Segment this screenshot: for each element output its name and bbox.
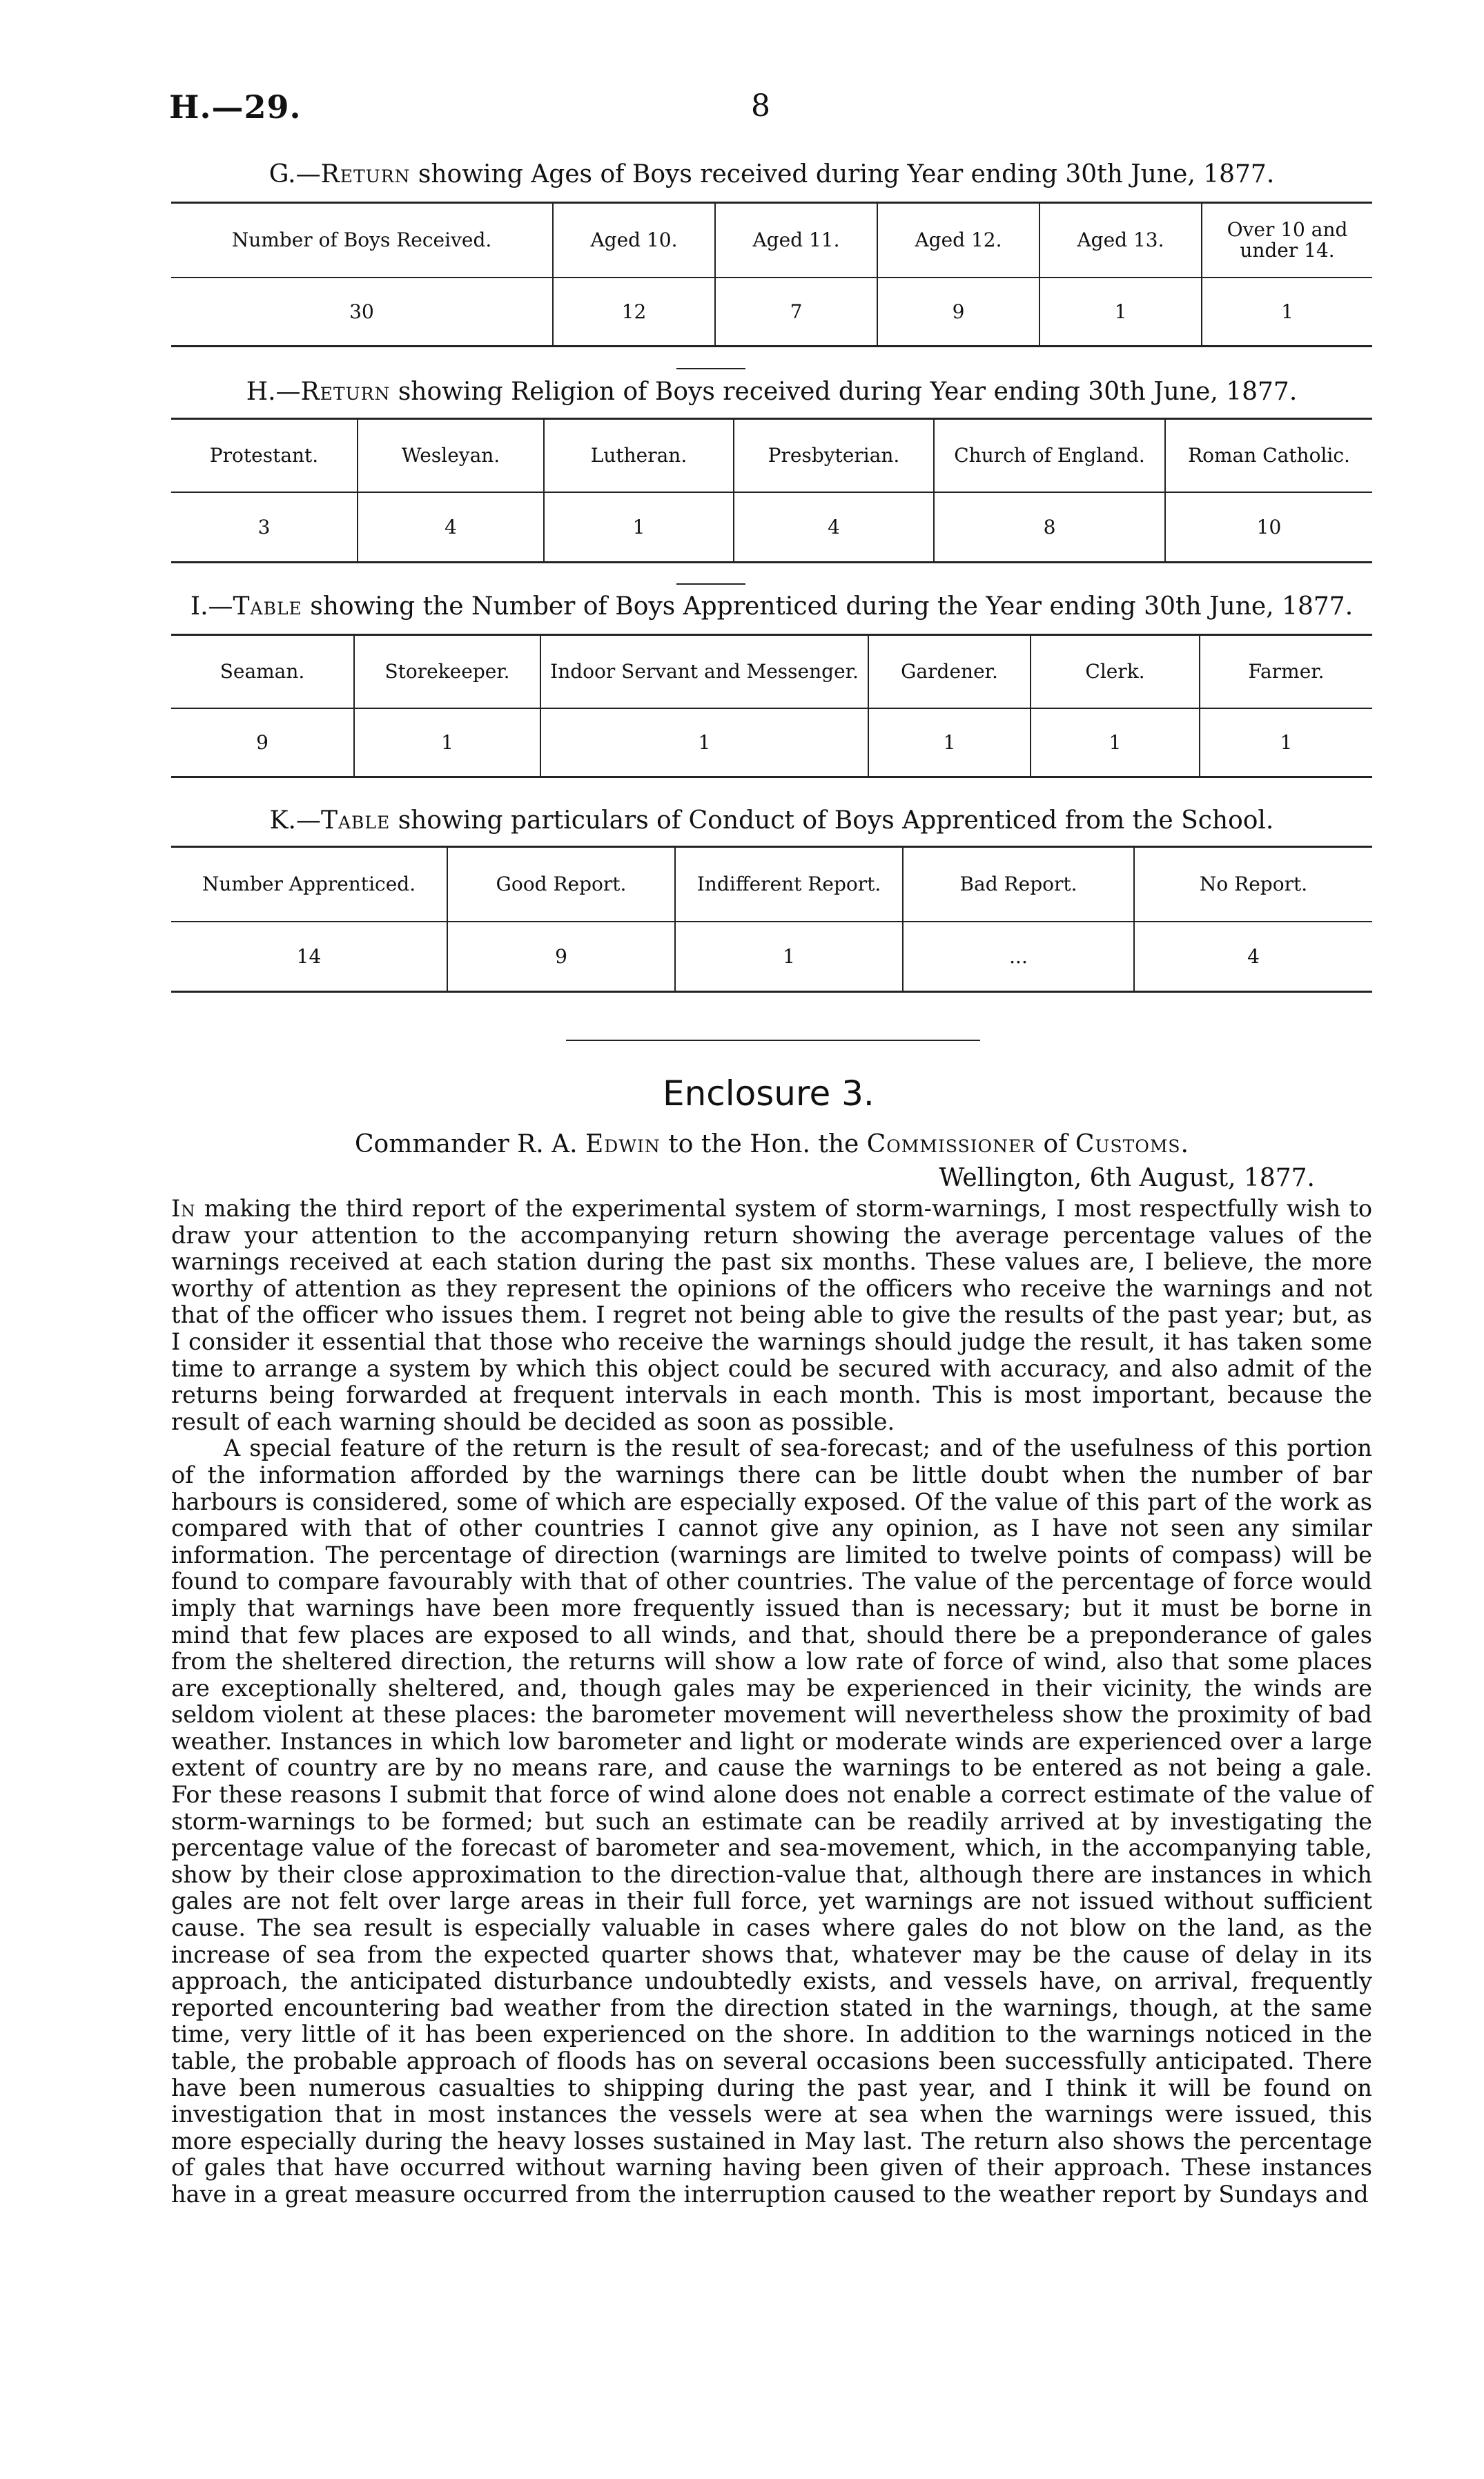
separator-rule xyxy=(676,368,745,369)
table-i-cell: 1 xyxy=(540,708,868,777)
table-g-cell: 1 xyxy=(1039,278,1202,347)
table-h-header: Lutheran. xyxy=(544,419,734,492)
table-i-caption: I.—Table showing the Number of Boys Apprenticed during the Year ending 30th June, 1877. xyxy=(190,592,1354,621)
page-number: 8 xyxy=(751,88,770,124)
table-g-cell: 12 xyxy=(553,278,715,347)
table-g xyxy=(171,202,1372,347)
table-h-cell: 3 xyxy=(171,492,358,563)
table-k-cell: 4 xyxy=(1247,944,1260,968)
table-h-header: Roman Catholic. xyxy=(1165,419,1372,492)
table-k-header: No Report. xyxy=(1134,847,1372,922)
table-g-header: Aged 10. xyxy=(553,203,715,278)
table-g-cell: 9 xyxy=(877,278,1039,347)
table-g-header: Aged 11. xyxy=(715,203,877,278)
table-i-header: Clerk. xyxy=(1031,635,1200,708)
table-k-caption: K.—Table showing particulars of Conduct of Boys Apprenticed from the School. xyxy=(269,806,1274,835)
table-g-header: Number of Boys Received. xyxy=(171,203,553,278)
table-k-cell: 1 xyxy=(675,922,903,992)
table-k-header: Bad Report. xyxy=(903,847,1134,922)
table-i-cell: 1 xyxy=(1280,730,1293,754)
table-i-header: Farmer. xyxy=(1200,635,1372,708)
table-k-cell: 9 xyxy=(447,922,675,992)
table-h xyxy=(171,418,1372,563)
table-i xyxy=(171,634,1372,778)
table-k-header: Number Apprenticed. xyxy=(171,847,447,922)
table-k xyxy=(171,846,1372,993)
table-i-header: Gardener. xyxy=(868,635,1031,708)
table-h-header: Protestant. xyxy=(171,419,358,492)
separator-rule xyxy=(676,583,745,585)
table-h-cell: 10 xyxy=(1256,515,1282,538)
table-h-header: Presbyterian. xyxy=(734,419,934,492)
table-i-cell: 1 xyxy=(868,708,1031,777)
table-i-cell: 1 xyxy=(354,708,540,777)
table-k-header: Good Report. xyxy=(447,847,675,922)
table-k-header: Indifferent Report. xyxy=(675,847,903,922)
table-h-cell: 1 xyxy=(544,492,734,563)
table-k-cell: ... xyxy=(903,922,1134,992)
table-g-cell: 30 xyxy=(171,278,553,347)
enclosure-dateline: Wellington, 6th August, 1877. xyxy=(939,1164,1315,1192)
table-g-header: Aged 12. xyxy=(877,203,1039,278)
table-h-caption: H.—Return showing Religion of Boys received during Year ending 30th June, 1877. xyxy=(246,378,1298,406)
table-h-header: Wesleyan. xyxy=(358,419,544,492)
table-i-header: Storekeeper. xyxy=(354,635,540,708)
table-g-cell: 7 xyxy=(715,278,877,347)
table-g-caption: G.—Return showing Ages of Boys received during Year ending 30th June, 1877. xyxy=(269,160,1275,188)
table-g-header: Over 10 and under 14. xyxy=(1202,203,1372,278)
document-code: H.—29. xyxy=(169,88,302,126)
table-g-header: Aged 13. xyxy=(1039,203,1202,278)
table-g-cell: 1 xyxy=(1281,300,1293,323)
paragraph-2: A special feature of the return is the result of sea-forecast; and of the usefulness of this portion of the information afforded by the warnings there can be little doubt when the number of bar harbours is considered, some of which are especially exposed. Of the value of this part of the work as compared with that of other countries I cannot give any opinion, as I have not seen any similar information. The percentage of direction (warnings are limited to twelve points of compass) will be found to compare favourably with that of other countries. The value of the percentage of force would imply that warnings have been more frequently issued than is necessary; but it must be borne in mind that few places are exposed to all winds, and that, should there be a preponderance of gales from the sheltered direction, the returns will show a low rate of force of wind, also that some places are exceptionally sheltered, and, though gales may be experienced in their vicinity, the winds are seldom violent at these places: the barometer movement will nevertheless show the proximity of bad weather. Instances in which low barometer and light or moderate winds are experienced over a large extent of country are by no means rare, and cause the warnings to be entered as not being a gale. For these reasons I submit that force of wind alone does not enable a correct estimate of the value of storm-warnings to be formed; but such an estimate can be readily arrived at by investigating the percentage value of the forecast of barometer and sea-movement, which, in the accompanying table, show by their close approximation to the direction-value that, although there are instances in which gales are not felt over large areas in their full force, yet warnings are not issued without sufficient cause. The sea result is especially valuable in cases where gales do not blow on the land, as the increase of sea from the expected quarter shows that, whatever may be the cause of delay in its approach, the anticipated disturbance undoubtedly exists, and vessels have, on arrival, frequently reported encountering bad weather from the direction stated in the warnings, though, at the same time, very little of it has been experienced on the shore. In addition to the warnings noticed in the table, the probable approach of floods has on several occasions been successfully anticipated. There have been numerous casualties to shipping during the past year, and I think it will be found on investigation that in most instances the vessels were at sea when the warnings were issued, this more especially during the heavy losses sustained in May last. The return also shows the percentage of gales that have occurred without warning having been given of their approach. These instances have in a great measure occurred from the interruption caused to the weather report by Sundays and xyxy=(171,1435,1372,2208)
enclosure-title: Enclosure 3. xyxy=(663,1073,875,1114)
table-k-cell: 14 xyxy=(171,922,447,992)
table-h-cell: 4 xyxy=(734,492,934,563)
table-i-cell: 1 xyxy=(1031,708,1200,777)
table-h-cell: 4 xyxy=(358,492,544,563)
enclosure-from-line: Commander R. A. Edwin to the Hon. the Commissioner of Customs. xyxy=(354,1130,1189,1158)
enclosure-body xyxy=(171,1196,1372,2208)
table-i-cell: 9 xyxy=(171,708,354,777)
table-i-header: Seaman. xyxy=(171,635,354,708)
paragraph-1: In making the third report of the experimental system of storm-warnings, I most respectfully wish to draw your attention to the accompanying return showing the average percentage values of the warnings received at each station during the past six months. These values are, I believe, the more worthy of attention as they represent the opinions of the officers who receive the warnings and not that of the officer who issues them. I regret not being able to give the results of the past year; but, as I consider it essential that those who receive the warnings should judge the result, it has taken some time to arrange a system by which this object could be secured with accuracy, and also admit of the returns being forwarded at frequent intervals in each month. This is most important, because the result of each warning should be decided as soon as possible. xyxy=(171,1195,1372,1435)
section-divider xyxy=(566,1040,980,1041)
table-i-header: Indoor Servant and Messenger. xyxy=(540,635,868,708)
table-h-header: Church of England. xyxy=(934,419,1165,492)
table-h-cell: 8 xyxy=(934,492,1165,563)
